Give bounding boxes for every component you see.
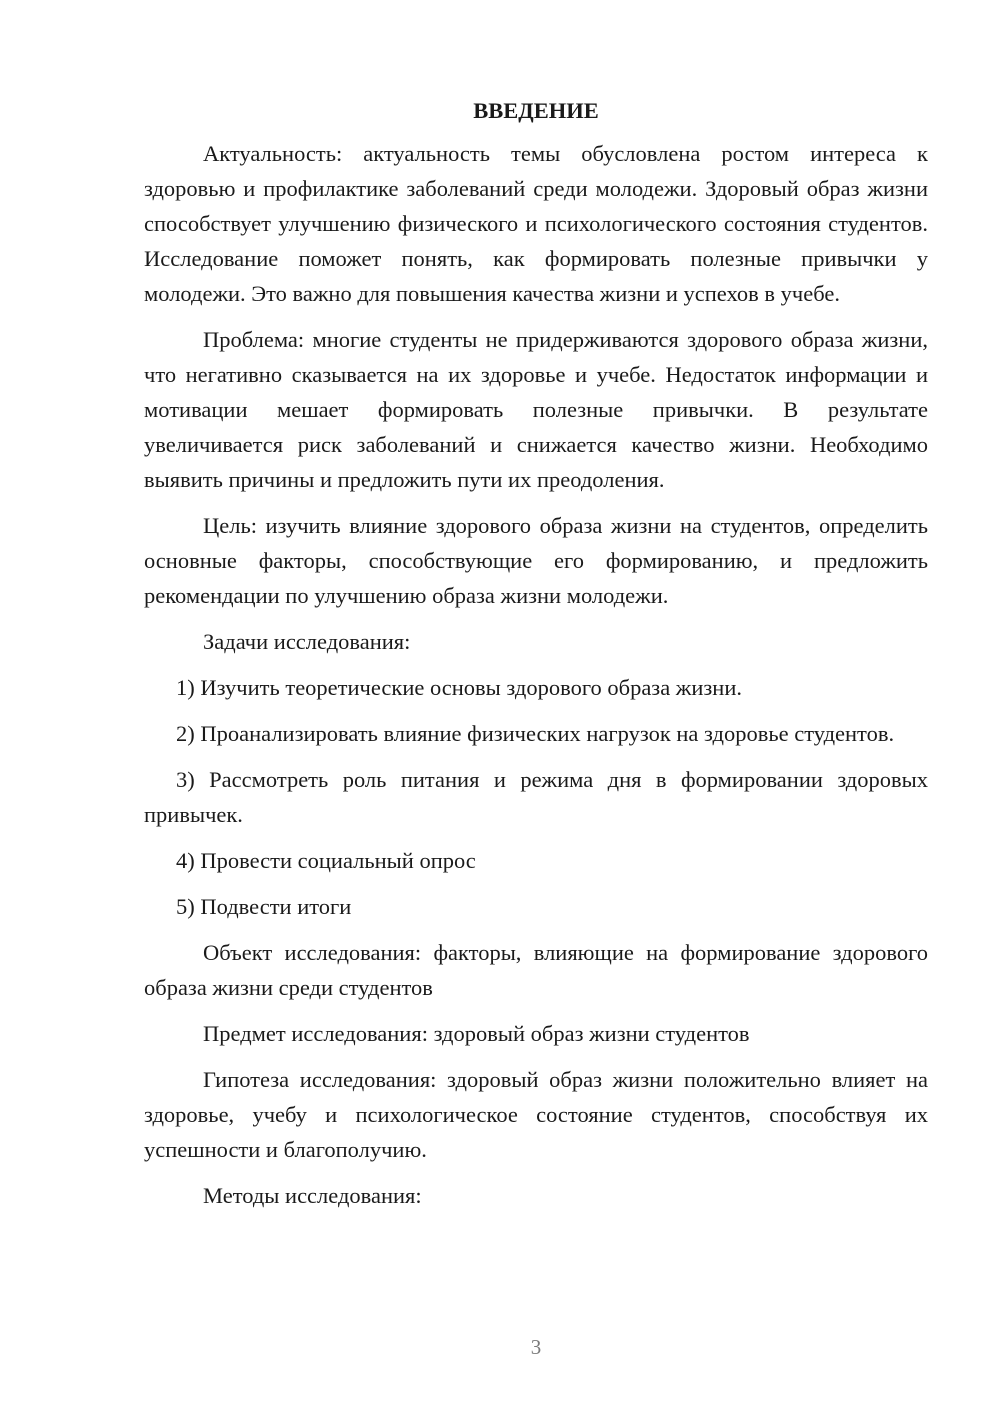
task-item: 4) Провести социальный опрос — [176, 848, 476, 873]
relevance-paragraph: Актуальность: актуальность темы обусловлена ростом интереса к здоровью и профилактике заболеваний среди молодежи. Здоровый образ жизни способствует улучшению физического и психологического состояния студентов. Исследование поможет понять, как формировать полезные привычки у молодежи. Это важно для повышения качества жизни и успехов в учебе. — [144, 141, 928, 306]
task-item: 5) Подвести итоги — [176, 894, 352, 919]
task-item: 1) Изучить теоретические основы здорового образа жизни. — [176, 675, 742, 700]
tasks-heading: Задачи исследования: — [203, 629, 411, 654]
task-item: 2) Проанализировать влияние физических нагрузок на здоровье студентов. — [176, 721, 895, 746]
subject-paragraph: Предмет исследования: здоровый образ жизни студентов — [203, 1021, 750, 1046]
task-item: 3) Рассмотреть роль питания и режима дня в формировании здоровых привычек. — [144, 767, 928, 827]
problem-paragraph: Проблема: многие студенты не придерживаются здорового образа жизни, что негативно сказывается на их здоровье и учебе. Недостаток информации и мотивации мешает формировать полезные привычки. В результате увеличивается риск заболеваний и снижается качество жизни. Необходимо выявить причины и предложить пути их преодоления. — [144, 327, 928, 492]
object-paragraph: Объект исследования: факторы, влияющие на формирование здорового образа жизни среди студентов — [144, 940, 928, 1000]
page-number: 3 — [530, 1335, 542, 1359]
goal-paragraph: Цель: изучить влияние здорового образа жизни на студентов, определить основные факторы, способствующие его формированию, и предложить рекомендации по улучшению образа жизни молодежи. — [144, 513, 928, 608]
hypothesis-paragraph: Гипотеза исследования: здоровый образ жизни положительно влияет на здоровье, учебу и психологическое состояние студентов, способствуя их успешности и благополучию. — [144, 1067, 928, 1162]
methods-heading: Методы исследования: — [203, 1183, 422, 1208]
section-title: ВВЕДЕНИЕ — [473, 98, 599, 123]
page-content — [144, 96, 928, 1224]
